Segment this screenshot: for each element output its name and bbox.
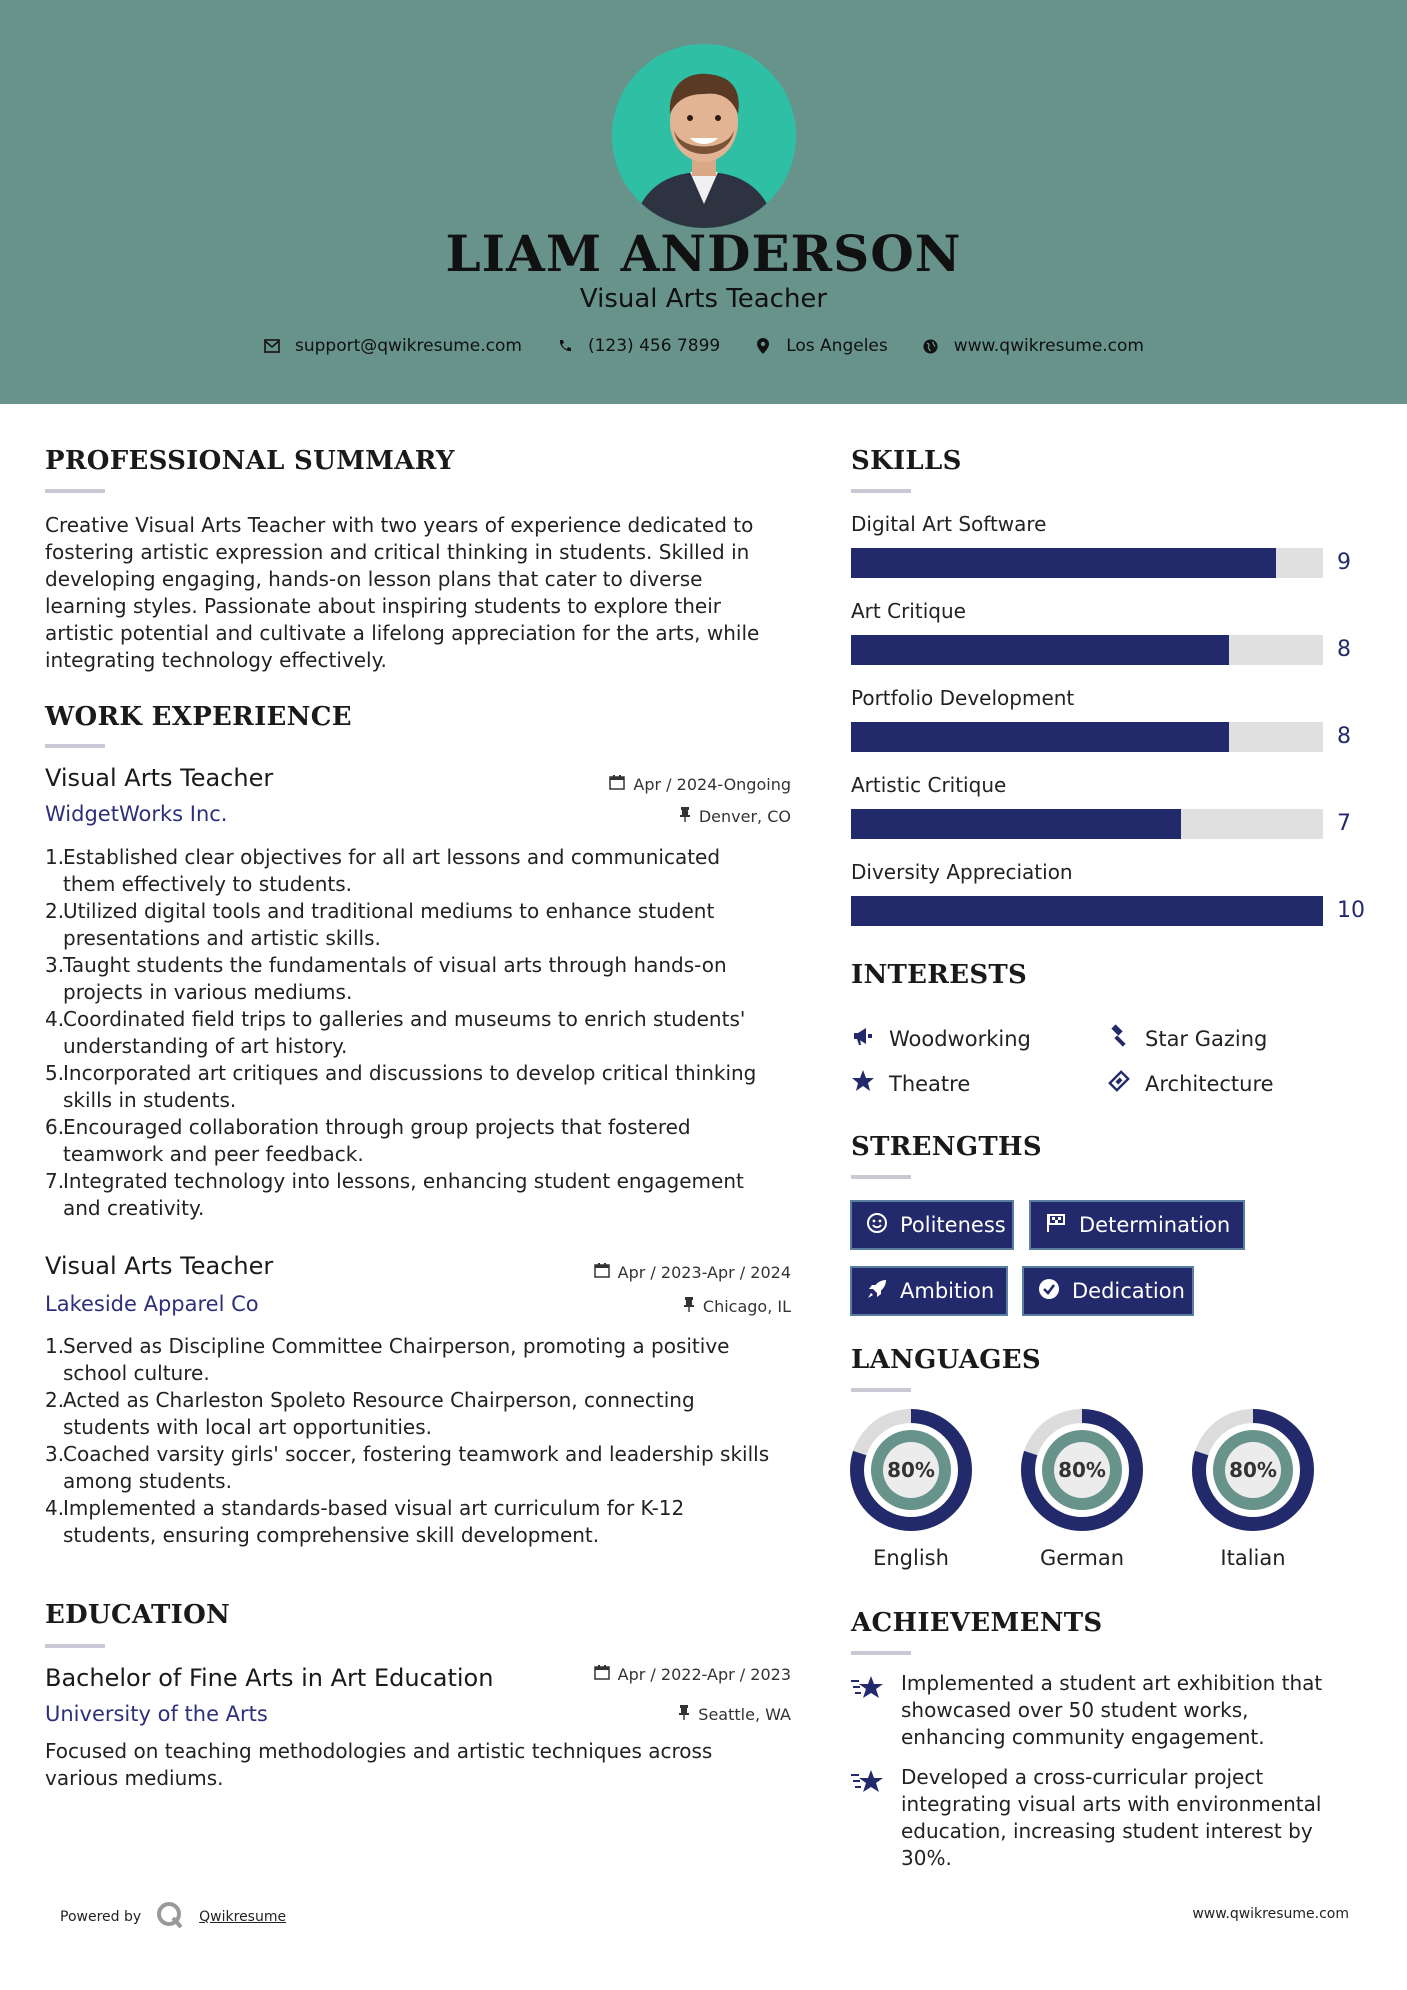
email-text: support@qwikresume.com bbox=[295, 336, 522, 356]
job-title: Visual Arts Teacher bbox=[45, 1252, 274, 1280]
job-dates-text: Apr / 2023-Apr / 2024 bbox=[617, 1262, 791, 1282]
map-pin-icon bbox=[754, 337, 772, 355]
strength-badge bbox=[850, 1266, 1008, 1316]
list-item bbox=[45, 898, 805, 952]
list-text: Coordinated field trips to galleries and museums to enrich students' bbox=[63, 1007, 746, 1031]
job-dates bbox=[594, 1262, 791, 1282]
interest-label: Theatre bbox=[889, 1071, 971, 1096]
skill-bar-track bbox=[851, 809, 1323, 839]
languages-divider bbox=[851, 1388, 911, 1392]
skill-value: 10 bbox=[1337, 898, 1365, 923]
avatar bbox=[612, 44, 796, 228]
summary-text bbox=[45, 512, 795, 674]
gauge-label: 80% bbox=[1229, 1458, 1277, 1482]
contact-bar bbox=[0, 336, 1407, 356]
summary-line: learning styles. Passionate about inspiring students to explore their bbox=[45, 594, 721, 618]
footer-website[interactable]: www.qwikresume.com bbox=[1192, 1906, 1349, 1922]
smile-icon bbox=[866, 1212, 888, 1239]
achievement-line: education, increasing student interest by bbox=[901, 1819, 1313, 1843]
language-gauge bbox=[1020, 1408, 1144, 1532]
strength-badge bbox=[1029, 1200, 1245, 1250]
job-dates-text: Apr / 2024-Ongoing bbox=[633, 774, 791, 794]
list-text: Implemented a standards-based visual art curriculum for K-12 bbox=[63, 1496, 685, 1520]
interest-label: Star Gazing bbox=[1145, 1026, 1268, 1051]
skill-bar-fill bbox=[851, 809, 1181, 839]
school-name: University of the Arts bbox=[45, 1702, 268, 1726]
job-title: Visual Arts Teacher bbox=[45, 764, 274, 792]
skill-value: 8 bbox=[1337, 724, 1351, 749]
job-dates bbox=[609, 774, 791, 794]
education-divider bbox=[45, 1644, 105, 1648]
candidate-name: LIAM ANDERSON bbox=[445, 224, 962, 283]
skill-name: Diversity Appreciation bbox=[851, 860, 1073, 884]
achievement-line: showcased over 50 student works, bbox=[901, 1698, 1249, 1722]
achievement-line: 30%. bbox=[901, 1846, 952, 1870]
summary-divider bbox=[45, 489, 105, 493]
strength-label: Determination bbox=[1079, 1213, 1231, 1237]
list-text: Served as Discipline Committee Chairperson, promoting a positive bbox=[63, 1334, 730, 1358]
list-text: teamwork and peer feedback. bbox=[63, 1142, 364, 1166]
interest-item bbox=[851, 1069, 970, 1098]
list-text: students with local art opportunities. bbox=[63, 1415, 432, 1439]
list-text: among students. bbox=[63, 1469, 232, 1493]
list-text: projects in various mediums. bbox=[63, 980, 353, 1004]
education-location bbox=[678, 1704, 791, 1724]
calendar-icon bbox=[594, 1664, 610, 1684]
achievement-item bbox=[851, 1670, 1371, 1751]
education-dates-text: Apr / 2022-Apr / 2023 bbox=[617, 1664, 791, 1684]
skill-name: Art Critique bbox=[851, 599, 966, 623]
list-text: presentations and artistic skills. bbox=[63, 926, 381, 950]
contact-website[interactable] bbox=[922, 336, 1144, 356]
skill-value: 9 bbox=[1337, 550, 1351, 575]
achievement-line: Developed a cross-curricular project bbox=[901, 1765, 1264, 1789]
globe-icon bbox=[922, 337, 940, 355]
strength-label: Ambition bbox=[900, 1279, 995, 1303]
strengths-heading: STRENGTHS bbox=[851, 1132, 1042, 1162]
achievements-heading: ACHIEVEMENTS bbox=[851, 1608, 1103, 1638]
list-item bbox=[45, 952, 805, 1006]
list-text: Utilized digital tools and traditional mediums to enhance student bbox=[63, 899, 715, 923]
check-circle-icon bbox=[1038, 1278, 1060, 1305]
list-item bbox=[45, 1060, 805, 1114]
list-text: and creativity. bbox=[63, 1196, 205, 1220]
list-number: 3. bbox=[45, 1442, 65, 1466]
skill-bar-fill bbox=[851, 635, 1229, 665]
phone-text: (123) 456 7899 bbox=[587, 336, 721, 356]
interest-label: Woodworking bbox=[889, 1026, 1031, 1051]
interest-item bbox=[851, 1024, 1031, 1053]
education-line: various mediums. bbox=[45, 1766, 224, 1790]
skill-name: Portfolio Development bbox=[851, 686, 1075, 710]
list-text: understanding of art history. bbox=[63, 1034, 348, 1058]
contact-location bbox=[754, 336, 888, 356]
list-item bbox=[45, 1006, 805, 1060]
interest-item bbox=[1107, 1024, 1267, 1053]
language-gauge bbox=[1191, 1408, 1315, 1532]
experience-heading: WORK EXPERIENCE bbox=[45, 702, 352, 732]
list-item bbox=[45, 1495, 805, 1549]
interest-label: Architecture bbox=[1145, 1071, 1274, 1096]
list-number: 1. bbox=[45, 845, 65, 869]
achievement-item bbox=[851, 1764, 1371, 1872]
contact-email[interactable] bbox=[263, 336, 522, 356]
list-item bbox=[45, 1441, 805, 1495]
skill-bar-track bbox=[851, 896, 1323, 926]
list-number: 4. bbox=[45, 1496, 65, 1520]
skill-bar-fill bbox=[851, 896, 1323, 926]
list-item bbox=[45, 1333, 805, 1387]
list-text: school culture. bbox=[63, 1361, 210, 1385]
languages-heading: LANGUAGES bbox=[851, 1345, 1041, 1375]
list-item bbox=[45, 1168, 805, 1222]
list-text: Encouraged collaboration through group projects that fostered bbox=[63, 1115, 691, 1139]
strength-label: Politeness bbox=[900, 1213, 1006, 1237]
list-number: 6. bbox=[45, 1115, 65, 1139]
list-item bbox=[45, 1114, 805, 1168]
footer-branding bbox=[60, 1900, 286, 1934]
skill-value: 8 bbox=[1337, 637, 1351, 662]
summary-line: Creative Visual Arts Teacher with two years of experience dedicated to bbox=[45, 513, 754, 537]
list-text: skills in students. bbox=[63, 1088, 237, 1112]
gavel-icon bbox=[1107, 1024, 1131, 1053]
interests-heading: INTERESTS bbox=[851, 960, 1028, 990]
ticket-icon bbox=[1107, 1069, 1131, 1098]
skill-value: 7 bbox=[1337, 811, 1351, 836]
skill-name: Digital Art Software bbox=[851, 512, 1047, 536]
job-bullets bbox=[45, 1333, 805, 1549]
job-location-text: Chicago, IL bbox=[702, 1296, 791, 1316]
achievement-line: enhancing community engagement. bbox=[901, 1725, 1265, 1749]
location-text: Los Angeles bbox=[786, 336, 888, 356]
list-number: 7. bbox=[45, 1169, 65, 1193]
star-badge-icon bbox=[851, 1670, 885, 1751]
strength-badge bbox=[1022, 1266, 1194, 1316]
pin-icon bbox=[683, 1296, 695, 1316]
job-bullets bbox=[45, 844, 805, 1222]
achievements-divider bbox=[851, 1651, 911, 1655]
calendar-icon bbox=[609, 774, 625, 794]
list-item bbox=[45, 844, 805, 898]
list-number: 1. bbox=[45, 1334, 65, 1358]
strengths-divider bbox=[851, 1175, 911, 1179]
gauge-label: 80% bbox=[887, 1458, 935, 1482]
experience-divider bbox=[45, 744, 105, 748]
language-name: German bbox=[1039, 1546, 1125, 1570]
summary-line: fostering artistic expression and critical thinking in students. Skilled in bbox=[45, 540, 750, 564]
job-location bbox=[679, 806, 791, 826]
qwikresume-link[interactable]: Qwikresume bbox=[199, 1909, 287, 1925]
list-number: 2. bbox=[45, 899, 65, 923]
strength-badge bbox=[850, 1200, 1014, 1250]
list-number: 5. bbox=[45, 1061, 65, 1085]
job-location-text: Denver, CO bbox=[698, 806, 791, 826]
education-heading: EDUCATION bbox=[45, 1600, 231, 1630]
header-banner bbox=[0, 0, 1407, 404]
gauge-label: 80% bbox=[1058, 1458, 1106, 1482]
summary-line: integrating technology effectively. bbox=[45, 648, 387, 672]
summary-line: artistic potential and cultivate a lifelong appreciation for the arts, while bbox=[45, 621, 760, 645]
star-icon bbox=[851, 1069, 875, 1098]
skills-heading: SKILLS bbox=[851, 446, 962, 476]
company-name: Lakeside Apparel Co bbox=[45, 1292, 259, 1316]
achievement-line: Implemented a student art exhibition that bbox=[901, 1671, 1323, 1695]
list-number: 3. bbox=[45, 953, 65, 977]
qwikresume-logo-icon bbox=[155, 1900, 185, 1934]
education-dates bbox=[594, 1664, 791, 1684]
list-text: Integrated technology into lessons, enhancing student engagement bbox=[63, 1169, 744, 1193]
strength-label: Dedication bbox=[1072, 1279, 1185, 1303]
list-text: Taught students the fundamentals of visual arts through hands-on bbox=[63, 953, 727, 977]
skills-divider bbox=[851, 489, 911, 493]
skill-bar-track bbox=[851, 635, 1323, 665]
skill-name: Artistic Critique bbox=[851, 773, 1007, 797]
list-text: Acted as Charleston Spoleto Resource Chairperson, connecting bbox=[63, 1388, 695, 1412]
list-text: Incorporated art critiques and discussions to develop critical thinking bbox=[63, 1061, 757, 1085]
job-location bbox=[683, 1296, 791, 1316]
language-name: Italian bbox=[1220, 1546, 1286, 1570]
candidate-role: Visual Arts Teacher bbox=[579, 284, 828, 314]
pin-icon bbox=[679, 806, 691, 826]
megaphone-icon bbox=[851, 1024, 875, 1053]
list-text: Coached varsity girls' soccer, fostering teamwork and leadership skills bbox=[63, 1442, 770, 1466]
powered-by-text: Powered by bbox=[60, 1909, 142, 1925]
flag-icon bbox=[1045, 1212, 1067, 1239]
list-number: 2. bbox=[45, 1388, 65, 1412]
list-text: them effectively to students. bbox=[63, 872, 353, 896]
summary-heading: PROFESSIONAL SUMMARY bbox=[45, 446, 455, 476]
language-gauge bbox=[849, 1408, 973, 1532]
website-text: www.qwikresume.com bbox=[953, 336, 1144, 356]
list-number: 4. bbox=[45, 1007, 65, 1031]
skill-bar-fill bbox=[851, 548, 1276, 578]
education-location-text: Seattle, WA bbox=[698, 1704, 791, 1724]
education-line: Focused on teaching methodologies and artistic techniques across bbox=[45, 1739, 713, 1763]
language-name: English bbox=[873, 1546, 949, 1570]
list-item bbox=[45, 1387, 805, 1441]
education-description bbox=[45, 1738, 805, 1792]
phone-icon bbox=[556, 337, 574, 355]
calendar-icon bbox=[594, 1262, 610, 1282]
contact-phone[interactable] bbox=[556, 336, 720, 356]
list-text: Established clear objectives for all art lessons and communicated bbox=[63, 845, 721, 869]
star-badge-icon bbox=[851, 1764, 885, 1872]
skill-bar-track bbox=[851, 548, 1323, 578]
achievement-line: integrating visual arts with environmental bbox=[901, 1792, 1322, 1816]
skill-bar-fill bbox=[851, 722, 1229, 752]
list-text: students, ensuring comprehensive skill development. bbox=[63, 1523, 600, 1547]
degree-title: Bachelor of Fine Arts in Art Education bbox=[45, 1664, 494, 1692]
rocket-icon bbox=[866, 1278, 888, 1305]
skill-bar-track bbox=[851, 722, 1323, 752]
envelope-icon bbox=[263, 337, 281, 355]
summary-line: developing engaging, hands-on lesson plans that cater to diverse bbox=[45, 567, 703, 591]
interest-item bbox=[1107, 1069, 1274, 1098]
company-name: WidgetWorks Inc. bbox=[45, 802, 228, 826]
pin-icon bbox=[678, 1704, 690, 1724]
